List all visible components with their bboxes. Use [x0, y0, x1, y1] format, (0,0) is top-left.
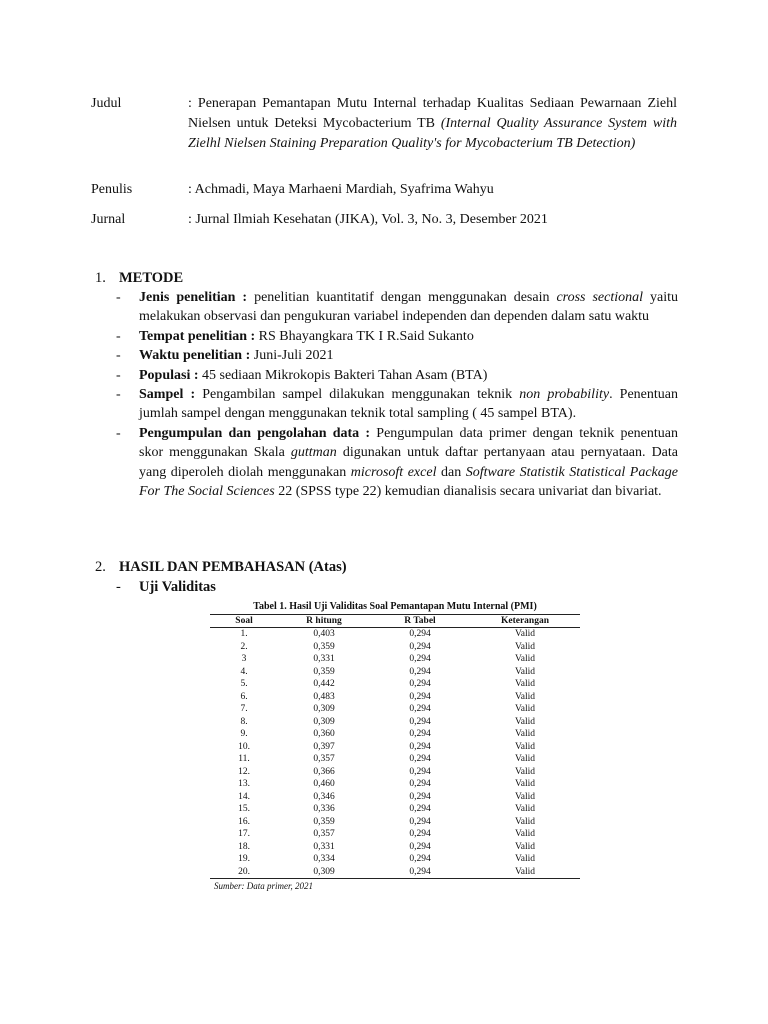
cell-soal: 9.	[240, 729, 248, 740]
cell-r-hitung: 0,442	[313, 679, 335, 690]
table-row	[210, 666, 580, 679]
table-row	[210, 728, 580, 741]
cell-r-tabel: 0,294	[370, 866, 470, 879]
table-source: Sumber: Data primer, 2021	[214, 881, 313, 891]
cell-r-tabel: 0,294	[409, 804, 431, 815]
table-row	[210, 641, 580, 654]
table-caption: Tabel 1. Hasil Uji Validitas Soal Pemantapan Mutu Internal (PMI)	[253, 601, 537, 612]
cell-r-tabel: 0,294	[409, 791, 431, 802]
jurnal-value: : Jurnal Ilmiah Kesehatan (JIKA), Vol. 3, No. 3, Desember 2021	[188, 212, 548, 227]
cell-keterangan: Valid	[514, 829, 536, 840]
cell-r-hitung: 0,334	[313, 854, 335, 865]
table-row	[210, 741, 580, 754]
cell-keterangan: Valid	[514, 779, 536, 790]
cell-soal: 11.	[238, 754, 250, 765]
table-row	[210, 853, 580, 866]
cell-soal: 1.	[240, 629, 248, 640]
cell-r-hitung: 0,309	[313, 716, 335, 727]
cell-r-hitung: 0,357	[313, 829, 335, 840]
cell-soal: 5.	[240, 679, 248, 690]
cell-soal: 10.	[238, 741, 250, 752]
cell-keterangan: Valid	[514, 679, 536, 690]
metode-list	[116, 288, 678, 501]
table-row	[210, 753, 580, 766]
cell-soal: 7.	[240, 704, 248, 715]
cell-r-hitung: 0,336	[313, 804, 335, 815]
section-title: HASIL DAN PEMBAHASAN (Atas)	[119, 559, 347, 575]
cell-keterangan: Valid	[514, 816, 536, 827]
cell-r-tabel: 0,294	[409, 666, 431, 677]
section-number: 1.	[95, 270, 106, 286]
cell-soal: 12.	[238, 766, 250, 777]
col-header-soal: Soal	[210, 615, 278, 628]
cell-keterangan: Valid	[514, 804, 536, 815]
judul-label: Judul	[91, 96, 122, 111]
cell-keterangan: Valid	[514, 641, 536, 652]
cell-soal: 17.	[238, 829, 250, 840]
cell-keterangan: Valid	[514, 791, 536, 802]
cell-keterangan: Valid	[514, 629, 536, 640]
cell-soal: 2.	[240, 641, 248, 652]
cell-r-tabel: 0,294	[409, 829, 431, 840]
cell-soal: 6.	[240, 691, 248, 702]
cell-r-tabel: 0,294	[409, 816, 431, 827]
cell-soal: 19.	[238, 854, 250, 865]
list-item: - Pengumpulan dan pengolahan data : Pengumpulan data primer dengan teknik penentuan skor menggunakan Skala guttman digunakan untuk daftar pertanyaan atau pernyataan. Data yang diperoleh diolah menggunakan microsoft excel dan Software Statistik Statistical Package For The Social Sciences 22 (SPSS type 22) kemudian dianalisis secara univariat dan bivariat.	[116, 425, 678, 500]
table-row	[210, 703, 580, 716]
jurnal-label: Jurnal	[91, 212, 126, 227]
list-item: - Waktu penelitian : Juni-Juli 2021	[116, 348, 334, 364]
cell-r-hitung: 0,331	[313, 654, 335, 665]
cell-soal: 16.	[238, 816, 250, 827]
cell-r-hitung: 0,483	[313, 691, 335, 702]
list-item: - Tempat penelitian : RS Bhayangkara TK I R.Said Sukanto	[116, 328, 474, 344]
cell-r-hitung: 0,359	[313, 641, 335, 652]
cell-r-hitung: 0,366	[313, 766, 335, 777]
cell-r-tabel: 0,294	[409, 641, 431, 652]
cell-keterangan: Valid	[514, 654, 536, 665]
col-header-keterangan: Keterangan	[470, 615, 580, 628]
sub-title: Uji Validitas	[139, 579, 216, 595]
cell-r-tabel: 0,294	[409, 841, 431, 852]
cell-r-hitung: 0,359	[313, 666, 335, 677]
table-row	[210, 778, 580, 791]
table-row	[210, 866, 580, 879]
table-row	[210, 628, 580, 641]
cell-keterangan: Valid	[514, 691, 536, 702]
cell-keterangan: Valid	[514, 741, 536, 752]
judul-value-italic: (Internal Quality Assurance System with Zielhl Nielsen Staining Preparation Quality's for Mycobacterium TB Detection)	[188, 116, 677, 151]
cell-keterangan: Valid	[470, 866, 580, 879]
cell-keterangan: Valid	[514, 841, 536, 852]
cell-r-tabel: 0,294	[409, 629, 431, 640]
cell-keterangan: Valid	[514, 766, 536, 777]
table-row	[210, 653, 580, 666]
judul-value	[188, 94, 677, 154]
table-row	[210, 828, 580, 841]
cell-r-hitung: 0,359	[313, 816, 335, 827]
section-title: METODE	[119, 270, 184, 286]
cell-r-tabel: 0,294	[409, 679, 431, 690]
cell-keterangan: Valid	[514, 716, 536, 727]
cell-soal: 20.	[210, 866, 278, 879]
cell-soal: 14.	[238, 791, 250, 802]
cell-soal: 4.	[240, 666, 248, 677]
table-row	[210, 816, 580, 829]
cell-keterangan: Valid	[514, 854, 536, 865]
cell-r-tabel: 0,294	[409, 654, 431, 665]
cell-r-tabel: 0,294	[409, 691, 431, 702]
cell-r-tabel: 0,294	[409, 741, 431, 752]
table-row	[210, 678, 580, 691]
cell-keterangan: Valid	[514, 704, 536, 715]
cell-r-tabel: 0,294	[409, 854, 431, 865]
cell-soal: 18.	[238, 841, 250, 852]
cell-keterangan: Valid	[514, 729, 536, 740]
cell-r-tabel: 0,294	[409, 779, 431, 790]
list-item: - Jenis penelitian : penelitian kuantitatif dengan menggunakan desain cross sectional yaitu melakukan observasi dan pengukuran variabel independen dan dependen dalam satu waktu	[116, 290, 679, 325]
table-row	[210, 716, 580, 729]
cell-r-tabel: 0,294	[409, 754, 431, 765]
table-header-row	[210, 615, 580, 628]
judul-value-plain: : Penerapan Pemantapan Mutu Internal terhadap Kualitas Sediaan Pewarnaan Ziehl Nielsen untuk Deteksi Mycobacterium TB	[188, 96, 677, 131]
section-number: 2.	[95, 559, 106, 575]
cell-soal: 3	[241, 654, 247, 665]
penulis-value: : Achmadi, Maya Marhaeni Mardiah, Syafrima Wahyu	[188, 182, 494, 197]
cell-r-hitung: 0,403	[313, 629, 335, 640]
col-header-r-hitung: R hitung	[278, 615, 370, 628]
list-item: - Populasi : 45 sediaan Mikrokopis Bakteri Tahan Asam (BTA)	[116, 367, 488, 383]
cell-r-hitung: 0,346	[313, 791, 335, 802]
cell-r-hitung: 0,397	[313, 741, 335, 752]
cell-r-hitung: 0,309	[313, 704, 335, 715]
cell-soal: 15.	[238, 804, 250, 815]
table-row	[210, 841, 580, 854]
cell-r-tabel: 0,294	[409, 716, 431, 727]
uji-validitas-heading: - Uji Validitas	[116, 579, 216, 595]
cell-r-hitung: 0,357	[313, 754, 335, 765]
cell-soal: 8.	[240, 716, 248, 727]
cell-r-tabel: 0,294	[409, 704, 431, 715]
cell-r-tabel: 0,294	[409, 729, 431, 740]
cell-r-tabel: 0,294	[409, 766, 431, 777]
cell-r-hitung: 0,360	[313, 729, 335, 740]
penulis-label: Penulis	[91, 182, 133, 197]
table-row	[210, 803, 580, 816]
section-metode-heading	[95, 268, 183, 288]
cell-r-hitung: 0,309	[278, 866, 370, 879]
section-hasil-heading	[95, 557, 347, 577]
validity-table	[210, 614, 580, 879]
cell-soal: 13.	[238, 779, 250, 790]
cell-r-hitung: 0,460	[313, 779, 335, 790]
table-row	[210, 766, 580, 779]
cell-keterangan: Valid	[514, 754, 536, 765]
cell-r-hitung: 0,331	[313, 841, 335, 852]
table-row	[210, 791, 580, 804]
col-header-r-tabel: R Tabel	[370, 615, 470, 628]
list-item: - Sampel : Pengambilan sampel dilakukan menggunakan teknik non probability. Penentuan jumlah sampel dengan menggunakan teknik total sampling ( 45 sampel BTA).	[116, 387, 678, 422]
cell-keterangan: Valid	[514, 666, 536, 677]
table-row	[210, 691, 580, 704]
